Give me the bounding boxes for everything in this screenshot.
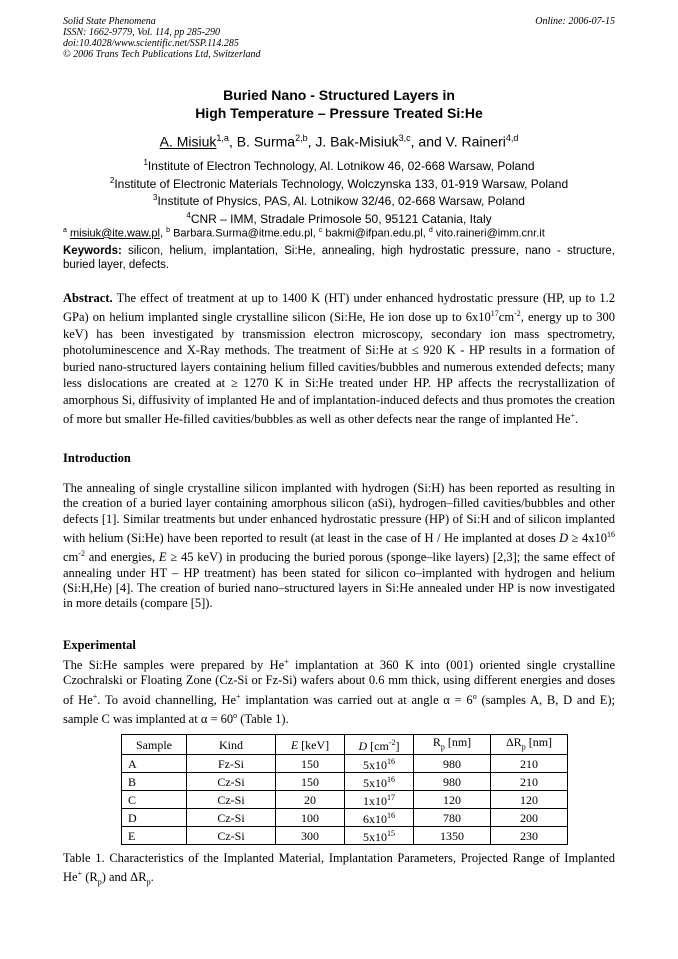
copyright: © 2006 Trans Tech Publications Ltd, Switzerland (63, 49, 261, 60)
email-link[interactable]: misiuk@ite.waw.pl (69, 227, 160, 240)
cell-kind: Cz-Si (187, 827, 276, 845)
cell-energy: 100 (276, 809, 345, 827)
keywords-text: silicon, helium, implantation, Si:He, annealing, high hydrostatic pressure, nano - structure, buried layer, defects. (63, 245, 615, 271)
table-header-row (122, 735, 568, 755)
email-text: vito.raineri@imm.cnr.it (435, 227, 545, 240)
experimental-text: The Si:He samples were prepared by He+ implantation at 360 K into (001) oriented single crystalline Czochralski or Floating Zone (Cz-Si or Fz-Si) wafers about 0.6 mm thick, using different energies and doses of He+. To avoid channelling, He+ implantation was carried out at angle $\alpha = 6^o$ (samples A, B, D and E); sample C was implanted at $\alpha = 60^o$ (Table 1). (63, 657, 615, 727)
cell-drp: 120 (491, 791, 568, 809)
header-dose: D $[cm^{-2}]$ (345, 735, 414, 755)
cell-energy: 150 (276, 773, 345, 791)
cell-energy: 300 (276, 827, 345, 845)
affiliations (63, 156, 615, 226)
header-kind: Kind (187, 735, 276, 755)
keywords (63, 244, 615, 272)
header-drp: $\Delta R_p$ [nm] (491, 735, 568, 755)
author-list: A. Misiuk$^{1,a}$, B. Surma$^{2,b}$, J. Bak-Misiuk$^{3,c}$, and V. Raineri$^{4,d}$ (159, 133, 519, 150)
cell-drp: 200 (491, 809, 568, 827)
cell-kind: Cz-Si (187, 809, 276, 827)
affiliation: $^4$CNR – IMM, Stradale Primosole 50, 95121 Catania, Italy (186, 210, 492, 226)
email-list: $^a$ misiuk@ite.waw.pl, $^b$ Barbara.Surma@itme.edu.pl, $^c$ bakmi@ifpan.edu.pl, $^d$ vito.raineri@imm.cnr.it (63, 227, 545, 240)
header-rp: $R_p$ [nm] (414, 735, 491, 755)
keywords-label: Keywords: (63, 245, 122, 257)
cell-rp: 980 (414, 755, 491, 773)
abstract: Abstract. The effect of treatment at up to 1400 K (HT) under enhanced hydrostatic pressure (HP, up to 1.2 GPa) on helium implanted single crystalline silicon (Si:He, He ion dose up to $6x10^{17}cm^{-2}$, energy up to 300 keV) has been investigated by transmission electron microscopy, secondary ion mass spectrometry, photoluminescence and X-Ray methods. The treatment of Si:He at ≤ 920 K - HP results in a formation of buried nano-structured layers containing helium filled cavities/bubbles and numerous extended defects; many less dislocations are created at ≥ 1270 K in Si:He treated under HP. HP affects the recrystallization of amorphous Si, diffusivity of implanted He and of implantation-induced defects and thus promotes the creation of more but smaller He-filled cavities/bubbles as well as other defects near the range of implanted He+. (63, 291, 615, 427)
introduction-heading: Introduction (63, 451, 131, 465)
author-sup: 2,b (295, 133, 308, 143)
cell-sample: C (122, 791, 187, 809)
experimental-heading: Experimental (63, 638, 136, 652)
introduction-text: The annealing of single crystalline silicon implanted with hydrogen (Si:H) has been reported as resulting in the creation of a buried layer containing amorphous silicon (aSi), hydrogen–filled cavities/bubbles and other defects [1]. Similar treatments but under enhanced hydrostatic pressure (HP) of Si:H and of silicon implanted with helium (Si:He) have been reported to result (at least in the case of H / He implanted at doses $D \ge 4x10^{16}$ $cm^{-2}$ and energies, E ≥ 45 keV) in producing the buried porous (sponge–like layers) [2,3]; the same effect of annealing under HT – HP treatment) has been stated for silicon co–implanted with hydrogen and helium (Si:H,He) [4]. The creation of buried nano–structured layers in Si:He annealed under HP is now investigated in more details (compare [5]). (63, 481, 615, 611)
cell-energy: 20 (276, 791, 345, 809)
cell-dose: $5x10^{16}$ (345, 773, 414, 791)
cell-dose: $5x10^{15}$ (345, 827, 414, 845)
cell-dose: $5x10^{16}$ (345, 755, 414, 773)
cell-sample: A (122, 755, 187, 773)
email-text: bakmi@ifpan.edu.pl (325, 227, 423, 240)
journal-name: Solid State Phenomena (63, 16, 156, 27)
affiliation: $^2$Institute of Electronic Materials Technology, Wolczynska 133, 01-919 Warsaw, Poland (109, 175, 569, 191)
journal-header (63, 16, 615, 60)
cell-drp: 210 (491, 755, 568, 773)
cell-dose: $1x10^{17}$ (345, 791, 414, 809)
table-row (122, 755, 568, 773)
author-name: B. Surma (236, 133, 296, 150)
author-name: A. Misiuk (159, 133, 217, 150)
cell-rp: 1350 (414, 827, 491, 845)
online-date: Online: 2006-07-15 (535, 16, 615, 27)
cell-sample: B (122, 773, 187, 791)
cell-kind: Cz-Si (187, 773, 276, 791)
cell-kind: Cz-Si (187, 791, 276, 809)
author-sup: 4,d (505, 133, 519, 143)
author-name: V. Raineri (445, 133, 506, 150)
cell-rp: 780 (414, 809, 491, 827)
affiliation: $^1$Institute of Electron Technology, Al. Lotnikow 46, 02-668 Warsaw, Poland (143, 158, 535, 173)
issn: ISSN: 1662-9779, Vol. 114, pp 285-290 (63, 27, 221, 38)
header-sample: Sample (122, 735, 187, 755)
author-sup: 1,a (216, 133, 229, 143)
affiliation: $^3$Institute of Physics, PAS, Al. Lotnikow 32/46, 02-668 Warsaw, Poland (153, 193, 525, 208)
table-row (122, 827, 568, 845)
cell-dose: $6x10^{16}$ (345, 809, 414, 827)
cell-rp: 120 (414, 791, 491, 809)
table-row (122, 773, 568, 791)
abstract-label: Abstract. (63, 291, 113, 305)
author-sup: 3,c (398, 133, 411, 143)
cell-sample: D (122, 809, 187, 827)
table-row (122, 791, 568, 809)
title-line-1: Buried Nano - Structured Layers in (223, 87, 455, 103)
email-text: Barbara.Surma@itme.edu.pl (173, 227, 313, 240)
cell-sample: E (122, 827, 187, 845)
cell-rp: 980 (414, 773, 491, 791)
doi: doi:10.4028/www.scientific.net/SSP.114.285 (63, 38, 239, 49)
cell-drp: 230 (491, 827, 568, 845)
header-energy: E [keV] (276, 735, 345, 755)
paper-title (63, 86, 615, 122)
cell-kind: Fz-Si (187, 755, 276, 773)
table-row (122, 809, 568, 827)
author-name: J. Bak-Misiuk (315, 133, 399, 150)
table-1 (121, 734, 568, 845)
cell-drp: 210 (491, 773, 568, 791)
cell-energy: 150 (276, 755, 345, 773)
title-line-2: High Temperature – Pressure Treated Si:He (195, 105, 483, 121)
table-caption: Table 1. Characteristics of the Implanted Material, Implantation Parameters, Projected Range of Implanted He+ $(R_p)$ and $\Delta R_p$. (63, 851, 615, 887)
